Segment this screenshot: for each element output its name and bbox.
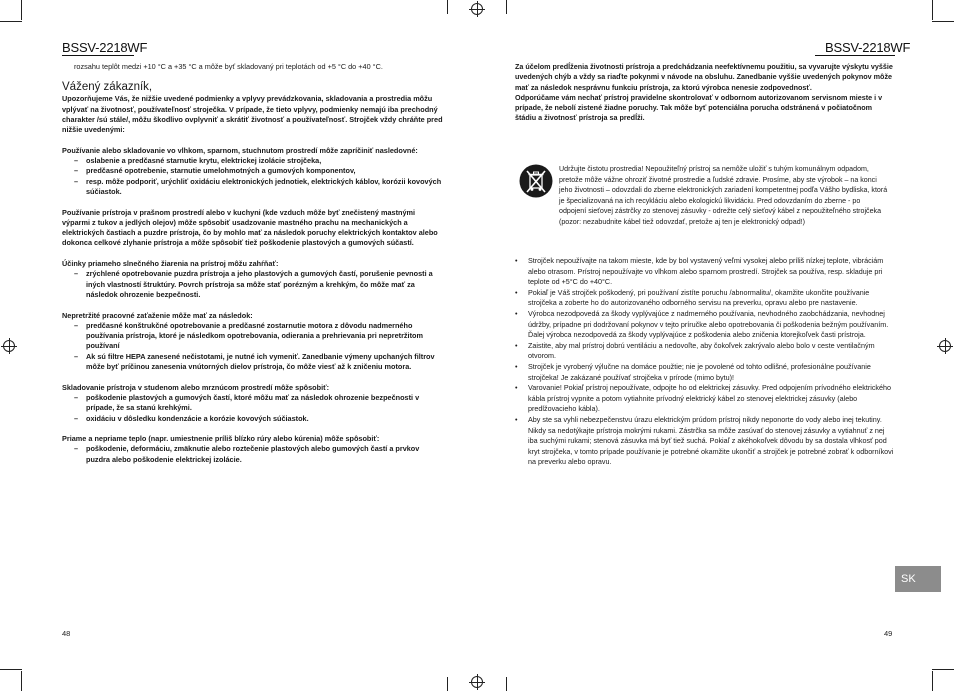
bullet-item: • Varovanie! Pokiaľ prístroj nepoužívate, odpojte ho od elektrickej zásuvky. Pred odpojením prívodného elektrického kábla prístroj vypnite a potom vytiahnite prívodný elektrický kábel zo stenovej elektrickej zásuvky (alebo predlžovacieho kábla). — [515, 383, 895, 415]
heat-heading: Priame a nepriame teplo (napr. umiestnenie príliš blízko rúry alebo kúrenia) môže spôsobiť: — [62, 434, 380, 444]
humidity-item: – resp. môže podporiť, urýchliť oxidáciu elektronických jednotiek, elektrických káblov, korózii kovových súčiastok. — [62, 177, 444, 198]
crossed-out-wheelie-bin-icon — [519, 164, 553, 198]
intro-paragraph: Upozorňujeme Vás, že nižšie uvedené podmienky a vplyvy prevádzkovania, skladovania a prostredia môžu vplývať na životnosť, používateľnosť stroječka. V prípade, že tieto vplyvy, podmienky nemajú iba prechodný charakter /sú stále/, môžu škodlivo ovplyvniť a skrátiť životnosť a používateľnosť. Strojček vždy chráňte pred nižšie uvedenými: — [62, 94, 443, 135]
humidity-heading: Používanie alebo skladovanie vo vlhkom, sparnom, stuchnutom prostredí môže zapríčiniť nasledovné: — [62, 145, 418, 155]
right-intro — [515, 62, 895, 124]
header-rule — [815, 55, 895, 56]
page-number: 49 — [884, 629, 893, 638]
model-title: BSSV-2218WF — [62, 40, 148, 55]
greeting: Vážený zákazník, — [62, 81, 153, 94]
intro-line: rozsahu teplôt medzi +10 °C a +35 °C a môže byť skladovaný pri teplotách od +5 °C do +40 °C. — [74, 62, 383, 71]
humidity-item: – oslabenie a predčasné starnutie krytu, elektrickej izolácie strojčeka, — [62, 156, 444, 166]
load-heading: Nepretržité pracovné zaťaženie môže mať za následok: — [62, 310, 253, 320]
bullet-item: • Pokiaľ je Váš strojček poškodený, pri používaní zistíte poruchu /abnormalitu/, okamžite ukončite používanie strojčeka a zoberte ho do autorizovaného odborného servisu na preverku, opravu alebo pre nastavenie. — [515, 288, 895, 309]
right-bullets — [515, 256, 895, 468]
header-rule — [62, 55, 134, 56]
bullet-item: • Výrobca nezodpovedá za škody vyplývajúce z nadmerného používania, nevhodného zaobchádzania, nevhodnej údržby, prípadne pri dodržovaní pokynov v tejto príručke alebo opotrebovania či poškodenia bežným používaním. Ďalej výrobca nezodpovedá za škody vyplývajúce z poškodenia alebo zničenia ktorejkoľvek časti prístroja. — [515, 309, 895, 341]
cold-item: – oxidáciu v dôsledku kondenzácie a korózie kovových súčiastok. — [62, 414, 444, 424]
dust-paragraph: Používanie prístroja v prašnom prostredí alebo v kuchyni (kde vzduch môže byť znečistený mastnými výparmi z tukov a jedlých olejov) môže spôsobiť usadzovanie mastného prachu na mechanických a elektrických častiach a puzdre prístroja, čo by mohlo mať za následok poruchy elektrických kontaktov alebo dokonca celkové zlyhanie prístroja a môže spôsobiť tiež poškodenie plastových a gumových súčastí. — [62, 207, 438, 248]
bullet-item: • Aby ste sa vyhli nebezpečenstvu úrazu elektrickým prúdom prístroj nikdy neponorte do vody alebo inej tekutiny. Nikdy sa nedotýkajte prístroja mokrými rukami. Zástrčka sa môže zasúvať do stenovej zásuvky a vytiahnuť z nej iba suchými rukami; stenová zásuvka má byť tiež suchá. Pokiaľ z akéhokoľvek dôvodu by sa dostala vlhkosť pod kryt strojčeka, v tomto prípade používanie je potrebné okamžite ukončiť a strojček je potrebné zobrať k odborníkovi na preverku alebo opravu. — [515, 415, 895, 468]
right-page — [477, 0, 954, 691]
bullet-item: • Strojček je vyrobený výlučne na domáce použtie; nie je povolené od tohto odlišné, profesionálne používanie strojčeka! Je zakázané používať strojčeka v prírode (mimo bytu)! — [515, 362, 895, 383]
intro-paragraph-2: Odporúčame vám nechať prístroj pravidelne skontrolovať v odbornom autorizovanom servisnom mieste i v prípade, že nebolí zistené žiadne poruchy. Tak môže byť potenciálna porucha odstránená v počiatočnom štádiu a životnosť prístroja sa predĺži. — [515, 92, 883, 123]
load-item: – predčasné konštrukčné opotrebovanie a predčasné zostarnutie motora z dôvodu nadmerného používania prístroja, ktoré je následkom opotrebovania, odierania a prehrievania pri nepretržitom používaní — [62, 321, 444, 352]
language-tab: SK — [895, 566, 941, 592]
cold-item: – poškodenie plastových a gumových častí, ktoré môžu mať za následok ohrozenie bezpečnosti v prípade, že sa stanú krehkými. — [62, 393, 444, 414]
bullet-item: • Zaistite, aby mal prístroj dobrú ventiláciu a nedovoľte, aby čokoľvek zakrývalo alebo bolo v ceste ventilačným otvorom. — [515, 341, 895, 362]
intro-paragraph-1: Za účelom predĺženia životnosti prístroja a predchádzania neefektívnemu použitiu, sa vyvarujte výskytu vyššie uvedených chýb a vždy sa riaďte pokynmi v návode na obsluhu. Zanedbanie vyššie uvedených pokynov môže mať za následok nesprávnu funkciu prístroja, za ktorú výrobca nenesie zodpovednosť. — [515, 62, 893, 92]
bullet-item: • Strojček nepoužívajte na takom mieste, kde by bol vystavený veľmi vysokej alebo príliš nízkej teplote, vibráciám alebo otrasom. Prístroj nepoužívajte vo vlhkom alebo sparnom prostredí. Strojček sa používa, resp. skladuje pri teplote od +5°C do +40°C. — [515, 256, 895, 288]
cold-heading: Skladovanie prístroja v studenom alebo mrznúcom prostredí môže spôsobiť: — [62, 382, 330, 392]
heat-item: – poškodenie, deformáciu, zmäknutie alebo roztečenie plastových alebo gumových častí a prvkov puzdra alebo poškodenie elektrickej izolácie. — [62, 444, 444, 465]
humidity-item: – predčasné opotrebenie, starnutie umelohmotných a gumových komponentov, — [62, 166, 444, 176]
left-body — [62, 62, 444, 465]
model-title: BSSV-2218WF — [825, 40, 911, 55]
page-number: 48 — [62, 629, 71, 638]
weee-text: Udržujte čistotu prostredia! Nepoužiteľný prístroj sa nemôže uložiť s tuhým komunálnym odpadom, pretože môže vážne ohroziť životné prostredie a ľudské zdravie. Prosíme, aby ste výrobok – na konci jeho životnosti – odovzdali do zberne elektronických zariadení kompetentnej podľa Vášho bydliska, ktorá je špecializovaná na ich recykláciu alebo ekologickú likvidáciu. Pred odovzdaním do zberne - po odpojení sieťovej zástrčky zo stenovej zásuvky - odrežte celý sieťový kábel z nepoužiteľného strojčeka (pozor: nezabudnite kábel tiež odovzdať, pretože aj ten je elektronický odpad!) — [559, 165, 888, 226]
load-item: – Ak sú filtre HEPA zanesené nečistotami, je nutné ich vymeniť. Zanedbanie výmeny upchaných filtrov môže byť príčinou zanesenia vnútorných dielov prístroja, čo môže viesť až k zničeniu motora. — [62, 352, 444, 373]
weee-notice — [519, 164, 891, 228]
sun-heading: Účinky priameho slnečného žiarenia na prístroj môžu zahŕňať: — [62, 259, 279, 269]
sun-item: – zrýchlené opotrebovanie puzdra prístroja a jeho plastových a gumových častí, porušenie pevnosti a iných vlastností štruktúry. Povrch prístroja sa môže stať porézným a krehkým, čo môže mať za následok ohrozenie bezpečnosti. — [62, 269, 444, 300]
